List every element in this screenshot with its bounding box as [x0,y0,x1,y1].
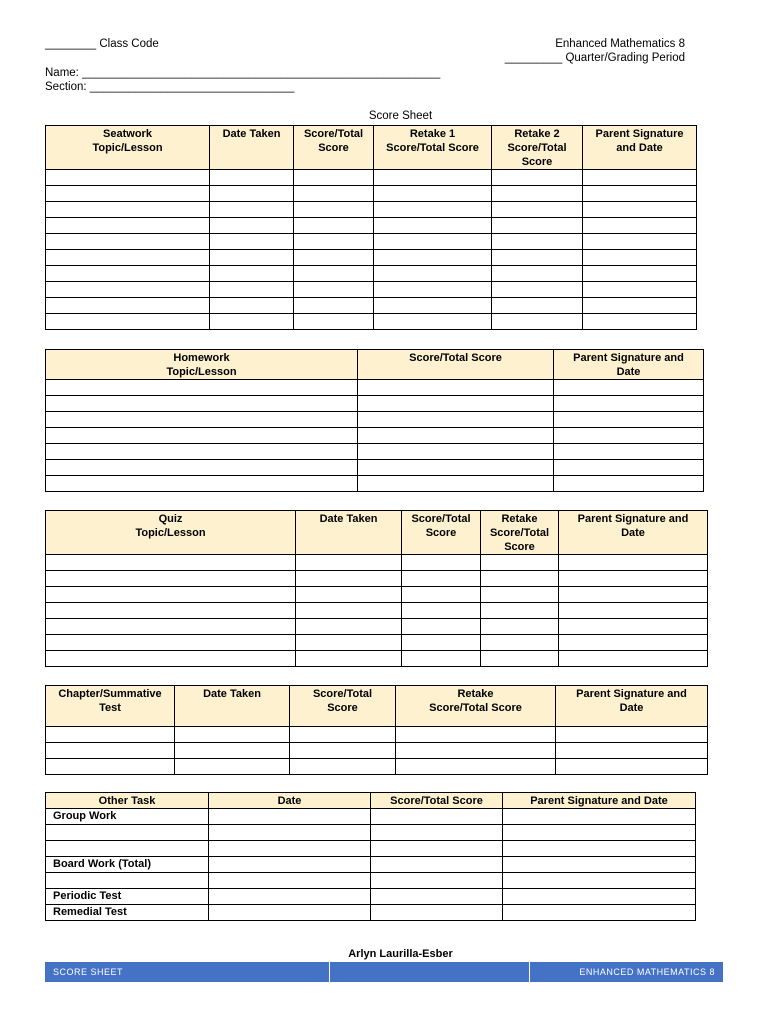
table-cell[interactable] [358,428,554,444]
table-cell[interactable] [374,266,492,282]
table-cell[interactable] [46,186,210,202]
table-row [46,314,697,330]
table-cell[interactable] [492,266,583,282]
table-cell[interactable] [559,603,708,619]
table-cell[interactable] [374,170,492,186]
quiz-header-4: Parent Signature and Date [559,511,708,555]
table-cell[interactable] [503,905,696,921]
table-cell[interactable] [294,202,374,218]
other-task-label [46,873,209,889]
table-row [46,743,708,759]
seatwork-header-4: Retake 2 Score/Total Score [492,126,583,170]
table-cell[interactable] [175,727,290,743]
table-cell[interactable] [402,571,481,587]
table-cell[interactable] [583,298,697,314]
table-cell[interactable] [396,743,556,759]
quiz-header-0: Quiz Topic/Lesson [46,511,296,555]
chapter-header-2: Score/Total Score [290,686,396,727]
table-cell[interactable] [46,444,358,460]
table-cell[interactable] [175,743,290,759]
table-cell[interactable] [402,619,481,635]
table-cell[interactable] [371,809,503,825]
table-cell[interactable] [210,314,294,330]
table-cell[interactable] [371,873,503,889]
table-cell[interactable] [46,234,210,250]
table-cell[interactable] [402,635,481,651]
page-title: Score Sheet [368,110,433,122]
table-cell[interactable] [556,759,708,775]
table-cell[interactable] [402,603,481,619]
table-cell[interactable] [294,282,374,298]
table-cell[interactable] [374,218,492,234]
table-cell[interactable] [358,412,554,428]
table-cell[interactable] [358,380,554,396]
quarter-line: _________ Quarter/Grading Period [504,52,685,64]
course-title: Enhanced Mathematics 8 [555,38,685,50]
table-cell[interactable] [559,571,708,587]
table-cell[interactable] [294,314,374,330]
table-cell[interactable] [556,727,708,743]
table-cell[interactable] [46,412,358,428]
table-cell[interactable] [583,186,697,202]
table-cell[interactable] [210,202,294,218]
table-cell[interactable] [374,314,492,330]
table-cell[interactable] [296,571,402,587]
table-cell[interactable] [46,619,296,635]
table-cell[interactable] [492,218,583,234]
table-row [46,266,697,282]
seatwork-header-3: Retake 1 Score/Total Score [374,126,492,170]
table-cell[interactable] [46,170,210,186]
table-row [46,603,708,619]
table-cell[interactable] [294,234,374,250]
table-cell[interactable] [209,841,371,857]
section-field: Section: ________________________________ [45,81,295,93]
table-cell[interactable] [294,250,374,266]
table-cell[interactable] [402,651,481,667]
table-cell[interactable] [296,619,402,635]
other-task-label [46,841,209,857]
other-task-label [46,825,209,841]
table-cell[interactable] [294,218,374,234]
table-row [46,873,696,889]
table-row [46,428,704,444]
table-cell[interactable] [583,282,697,298]
other-header-3: Parent Signature and Date [503,793,696,809]
table-cell[interactable] [210,234,294,250]
table-cell[interactable] [294,298,374,314]
table-row [46,555,708,571]
table-cell[interactable] [481,555,559,571]
table-row [46,571,708,587]
table-cell[interactable] [374,250,492,266]
table-cell[interactable] [46,282,210,298]
table-cell[interactable] [210,266,294,282]
table-cell[interactable] [290,759,396,775]
table-row [46,412,704,428]
table-cell[interactable] [209,889,371,905]
table-cell[interactable] [46,476,358,492]
table-row [46,476,704,492]
table-cell[interactable] [554,444,704,460]
table-cell[interactable] [294,266,374,282]
table-cell[interactable] [374,234,492,250]
table-row [46,234,697,250]
table-cell[interactable] [210,186,294,202]
table-cell[interactable] [559,555,708,571]
table-cell[interactable] [294,170,374,186]
table-row [46,444,704,460]
table-cell[interactable] [210,298,294,314]
table-cell[interactable] [503,809,696,825]
footer-right-label: ENHANCED MATHEMATICS 8 [579,967,715,977]
table-cell[interactable] [209,825,371,841]
table-cell[interactable] [358,444,554,460]
footer-middle [330,962,530,982]
table-cell[interactable] [492,282,583,298]
table-row [46,825,696,841]
table-cell[interactable] [210,282,294,298]
table-cell[interactable] [358,476,554,492]
class-code-line: ________ Class Code [45,38,159,50]
table-cell[interactable] [210,250,294,266]
table-cell[interactable] [296,587,402,603]
table-cell[interactable] [503,873,696,889]
other-header-0: Other Task [46,793,209,809]
table-cell[interactable] [559,587,708,603]
table-cell[interactable] [492,202,583,218]
table-cell[interactable] [46,218,210,234]
table-cell[interactable] [296,555,402,571]
table-cell[interactable] [492,250,583,266]
table-cell[interactable] [371,905,503,921]
author-name: Arlyn Laurilla-Esber [348,948,453,960]
table-cell[interactable] [554,396,704,412]
table-cell[interactable] [290,743,396,759]
table-cell[interactable] [46,759,175,775]
seatwork-header-2: Score/Total Score [294,126,374,170]
table-row [46,202,697,218]
table-cell[interactable] [559,635,708,651]
seatwork-table [45,125,697,330]
table-cell[interactable] [46,380,358,396]
chapter-header-1: Date Taken [175,686,290,727]
other-task-label: Board Work (Total) [46,857,209,873]
table-cell[interactable] [358,460,554,476]
quiz-header-1: Date Taken [296,511,402,555]
table-cell[interactable] [481,603,559,619]
table-cell[interactable] [210,218,294,234]
table-cell[interactable] [46,651,296,667]
table-cell[interactable] [46,298,210,314]
table-row [46,619,708,635]
table-cell[interactable] [583,218,697,234]
table-row [46,905,696,921]
name-field: Name: ________________________________________________________ [45,67,441,79]
table-row [46,841,696,857]
table-row [46,759,708,775]
table-cell[interactable] [503,857,696,873]
table-cell[interactable] [371,889,503,905]
table-cell[interactable] [358,396,554,412]
table-cell[interactable] [371,841,503,857]
table-cell[interactable] [481,587,559,603]
table-cell[interactable] [296,603,402,619]
table-cell[interactable] [46,727,175,743]
table-cell[interactable] [209,857,371,873]
table-cell[interactable] [481,571,559,587]
table-cell[interactable] [371,857,503,873]
homework-table [45,349,704,492]
table-cell[interactable] [296,635,402,651]
table-row [46,298,697,314]
table-cell[interactable] [290,727,396,743]
chapter-header-3: Retake Score/Total Score [396,686,556,727]
table-cell[interactable] [46,266,210,282]
table-cell[interactable] [46,396,358,412]
table-row [46,396,704,412]
table-cell[interactable] [554,460,704,476]
table-row [46,170,697,186]
chapter-table [45,685,708,775]
table-cell[interactable] [46,587,296,603]
table-cell[interactable] [492,170,583,186]
quiz-header-2: Score/Total Score [402,511,481,555]
table-cell[interactable] [554,476,704,492]
table-cell[interactable] [492,186,583,202]
table-row [46,651,708,667]
table-cell[interactable] [46,635,296,651]
table-cell[interactable] [46,603,296,619]
table-cell[interactable] [503,889,696,905]
table-row [46,380,704,396]
table-cell[interactable] [583,250,697,266]
table-cell[interactable] [583,266,697,282]
table-cell[interactable] [583,170,697,186]
chapter-header-0: Chapter/Summative Test [46,686,175,727]
table-cell[interactable] [481,651,559,667]
table-cell[interactable] [46,314,210,330]
chapter-header-4: Parent Signature and Date [556,686,708,727]
table-cell[interactable] [492,314,583,330]
footer-bar [45,962,723,982]
table-cell[interactable] [583,202,697,218]
table-cell[interactable] [209,873,371,889]
table-cell[interactable] [554,380,704,396]
table-row [46,186,697,202]
seatwork-header-0: Seatwork Topic/Lesson [46,126,210,170]
table-cell[interactable] [209,809,371,825]
table-cell[interactable] [559,651,708,667]
table-cell[interactable] [402,555,481,571]
table-row [46,809,696,825]
table-cell[interactable] [492,234,583,250]
table-cell[interactable] [402,587,481,603]
table-cell[interactable] [210,170,294,186]
table-cell[interactable] [46,428,358,444]
other-task-label: Periodic Test [46,889,209,905]
quiz-header-3: Retake Score/Total Score [481,511,559,555]
table-cell[interactable] [296,651,402,667]
table-row [46,635,708,651]
footer-left-label: SCORE SHEET [45,962,330,982]
table-cell[interactable] [396,727,556,743]
table-cell[interactable] [554,412,704,428]
table-row [46,727,708,743]
table-cell[interactable] [481,635,559,651]
table-cell[interactable] [396,759,556,775]
table-row [46,857,696,873]
table-row [46,889,696,905]
table-cell[interactable] [503,841,696,857]
table-cell[interactable] [492,298,583,314]
table-cell[interactable] [374,282,492,298]
table-row [46,460,704,476]
table-cell[interactable] [46,555,296,571]
other-task-table [45,792,696,921]
seatwork-header-1: Date Taken [210,126,294,170]
table-cell[interactable] [371,825,503,841]
other-header-1: Date [209,793,371,809]
seatwork-header-5: Parent Signature and Date [583,126,697,170]
table-cell[interactable] [554,428,704,444]
table-cell[interactable] [374,202,492,218]
table-cell[interactable] [46,202,210,218]
table-row [46,282,697,298]
other-task-label: Remedial Test [46,905,209,921]
table-row [46,218,697,234]
table-cell[interactable] [175,759,290,775]
table-cell[interactable] [46,743,175,759]
table-cell[interactable] [46,571,296,587]
table-cell[interactable] [481,619,559,635]
table-cell[interactable] [559,619,708,635]
table-cell[interactable] [374,186,492,202]
table-cell[interactable] [209,905,371,921]
other-task-label: Group Work [46,809,209,825]
homework-header-0: Homework Topic/Lesson [46,350,358,380]
table-cell[interactable] [556,743,708,759]
table-row [46,250,697,266]
table-cell[interactable] [294,186,374,202]
quiz-table [45,510,708,667]
table-cell[interactable] [46,460,358,476]
table-cell[interactable] [374,298,492,314]
table-cell[interactable] [46,250,210,266]
homework-header-1: Score/Total Score [358,350,554,380]
table-cell[interactable] [503,825,696,841]
table-cell[interactable] [583,314,697,330]
table-cell[interactable] [583,234,697,250]
other-header-2: Score/Total Score [371,793,503,809]
table-row [46,587,708,603]
homework-header-2: Parent Signature and Date [554,350,704,380]
